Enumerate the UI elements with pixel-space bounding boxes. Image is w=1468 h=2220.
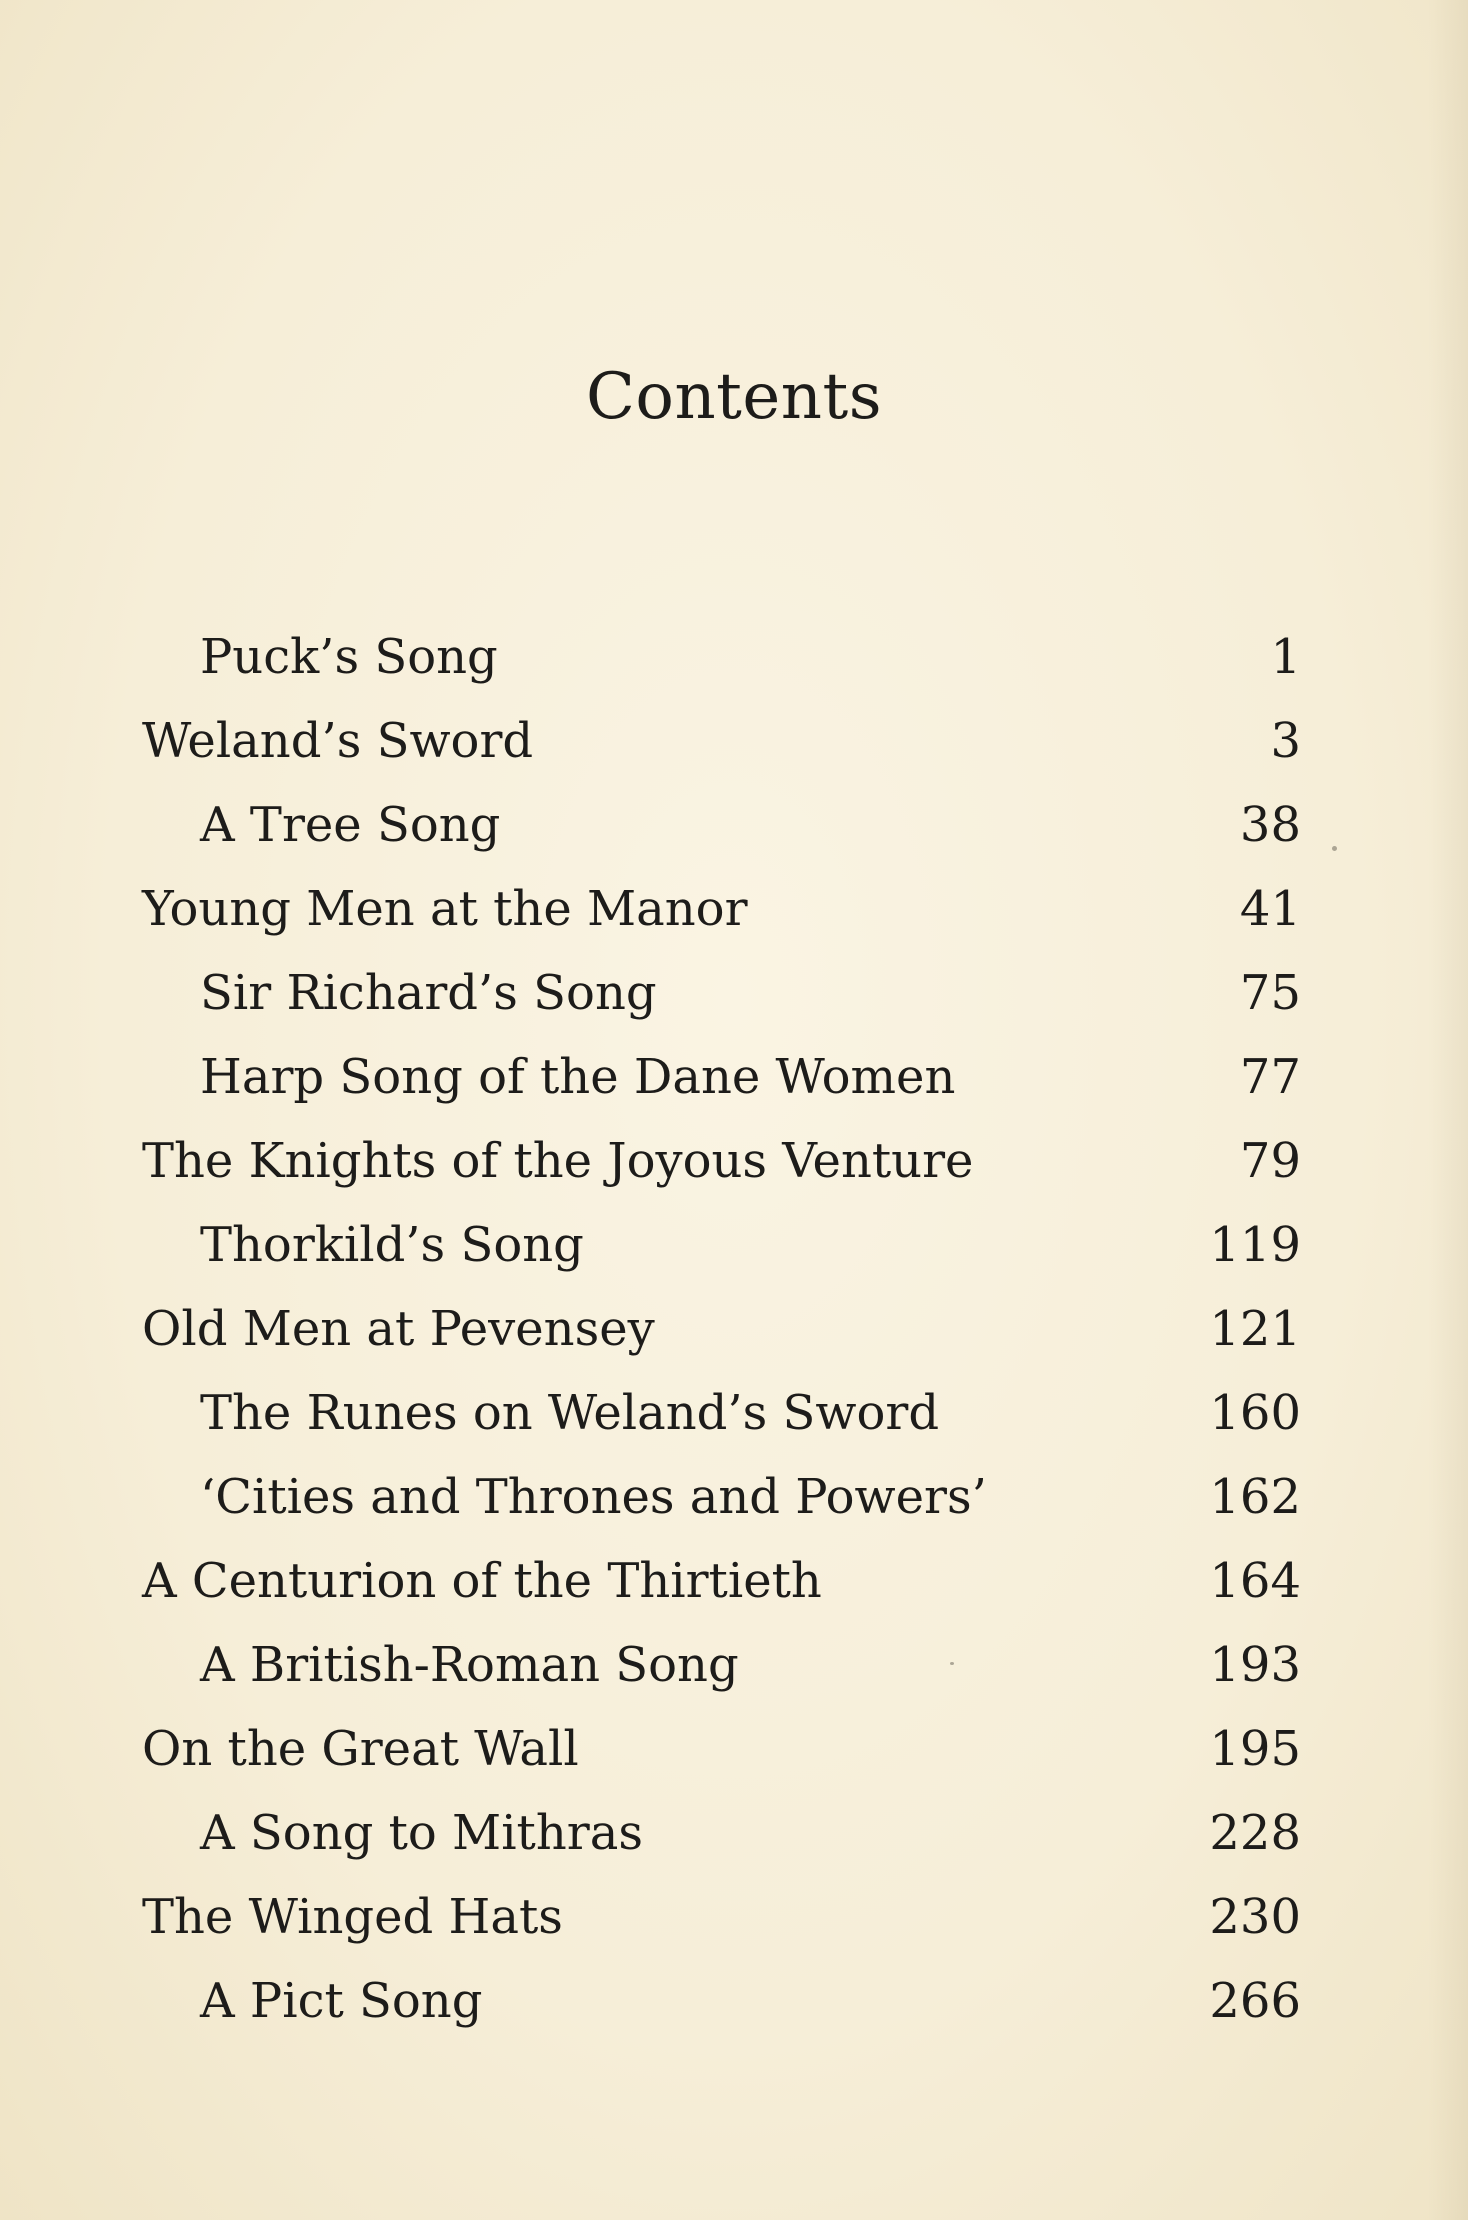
toc-entry-title: The Runes on Weland’s Sword	[200, 1385, 940, 1441]
toc-entry-page: 160	[1209, 1385, 1301, 1441]
toc-entry-page: 164	[1209, 1553, 1301, 1609]
page-edge-shadow	[1428, 0, 1468, 2220]
scan-speck	[950, 1662, 954, 1665]
toc-entry-page: 79	[1239, 1133, 1301, 1189]
toc-entry	[0, 1287, 1468, 1371]
toc-entry-title: A British-Roman Song	[200, 1637, 739, 1693]
toc-entry	[0, 1119, 1468, 1203]
toc-entry-page: 38	[1239, 797, 1301, 853]
toc-entry-title: A Centurion of the Thirtieth	[142, 1553, 822, 1609]
toc-entry-title: The Winged Hats	[142, 1889, 563, 1945]
toc-entry	[0, 1791, 1468, 1875]
toc-entry-page: 77	[1239, 1049, 1301, 1105]
toc-entry-page: 162	[1209, 1469, 1301, 1525]
toc-entry-page: 121	[1209, 1301, 1301, 1357]
toc-entry	[0, 699, 1468, 783]
toc-entry-page: 193	[1209, 1637, 1301, 1693]
toc-entry-page: 3	[1270, 713, 1301, 769]
toc-entry	[0, 1371, 1468, 1455]
toc-entry	[0, 1959, 1468, 2043]
toc-entry-page: 266	[1209, 1973, 1301, 2029]
toc-entry-title: Old Men at Pevensey	[142, 1301, 655, 1357]
page-title: Contents	[585, 360, 883, 434]
toc-entry-title: Puck’s Song	[200, 629, 498, 685]
toc-entry-page: 75	[1239, 965, 1301, 1021]
toc-entry-title: A Tree Song	[200, 797, 501, 853]
toc-entry-page: 119	[1209, 1217, 1301, 1273]
toc-entry	[0, 1875, 1468, 1959]
toc-entry	[0, 1707, 1468, 1791]
toc-entry	[0, 867, 1468, 951]
toc-entry	[0, 1203, 1468, 1287]
toc-entry-title: On the Great Wall	[142, 1721, 579, 1777]
toc-entry	[0, 1455, 1468, 1539]
toc-entry-title: Young Men at the Manor	[142, 881, 748, 937]
toc-entry	[0, 1035, 1468, 1119]
toc-entry-title: Sir Richard’s Song	[200, 965, 657, 1021]
toc-entry-title: Harp Song of the Dane Women	[200, 1049, 956, 1105]
toc-entry	[0, 615, 1468, 699]
toc-entry-title: Thorkild’s Song	[200, 1217, 584, 1273]
toc-entry-title: Weland’s Sword	[142, 713, 534, 769]
scan-speck	[1332, 846, 1337, 851]
toc-entry	[0, 951, 1468, 1035]
toc-entry-page: 41	[1239, 881, 1301, 937]
toc-entry-title: The Knights of the Joyous Venture	[142, 1133, 974, 1189]
toc-entry	[0, 1623, 1468, 1707]
toc-entry-page: 1	[1270, 629, 1301, 685]
toc-entry-page: 195	[1209, 1721, 1301, 1777]
toc-entry-page: 228	[1209, 1805, 1301, 1861]
toc-entry-page: 230	[1209, 1889, 1301, 1945]
toc-entry-title: ‘Cities and Thrones and Powers’	[200, 1469, 987, 1525]
toc-entry-title: A Song to Mithras	[200, 1805, 643, 1861]
toc-entry	[0, 1539, 1468, 1623]
toc-entry	[0, 783, 1468, 867]
toc-entry-title: A Pict Song	[200, 1973, 483, 2029]
table-of-contents	[0, 615, 1468, 2043]
